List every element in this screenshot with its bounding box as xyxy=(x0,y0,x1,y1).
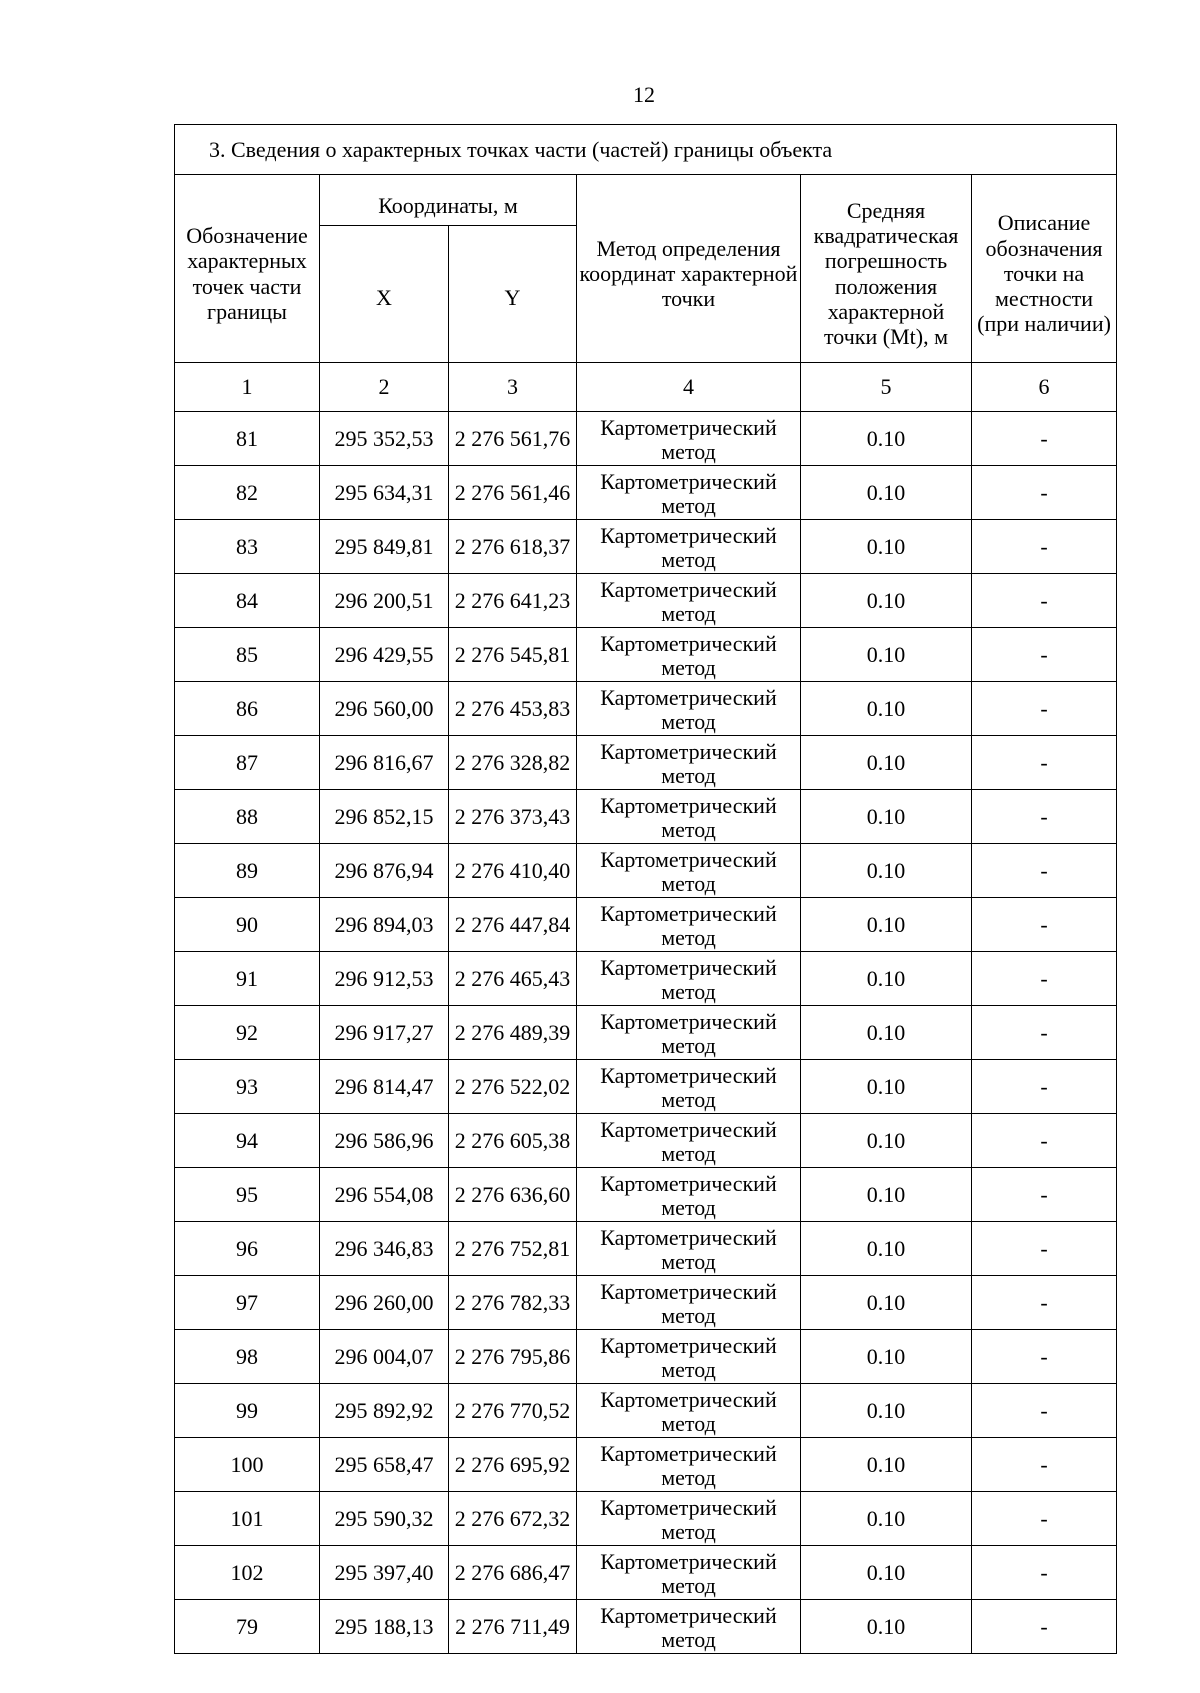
table-row xyxy=(175,466,1117,520)
method-line-2: метод xyxy=(661,1034,716,1058)
point-number: 100 xyxy=(175,1438,320,1492)
coordinate-x: 295 634,31 xyxy=(320,466,449,520)
coordinate-x: 296 429,55 xyxy=(320,628,449,682)
coordinate-x: 295 590,32 xyxy=(320,1492,449,1546)
method-cell xyxy=(577,1384,801,1438)
point-number: 82 xyxy=(175,466,320,520)
coordinate-x: 295 658,47 xyxy=(320,1438,449,1492)
method-line-1: Картометрический xyxy=(600,1442,777,1466)
point-description: - xyxy=(972,1222,1117,1276)
coordinate-x: 296 200,51 xyxy=(320,574,449,628)
table-row xyxy=(175,790,1117,844)
point-number: 84 xyxy=(175,574,320,628)
method-line-1: Картометрический xyxy=(600,794,777,818)
point-description: - xyxy=(972,682,1117,736)
method-line-2: метод xyxy=(661,494,716,518)
point-number: 99 xyxy=(175,1384,320,1438)
header-coordinates: Координаты, м xyxy=(320,175,577,226)
coordinate-x: 295 892,92 xyxy=(320,1384,449,1438)
method-line-2: метод xyxy=(661,1574,716,1598)
coordinate-y: 2 276 752,81 xyxy=(449,1222,577,1276)
coordinate-y: 2 276 695,92 xyxy=(449,1438,577,1492)
method-cell xyxy=(577,844,801,898)
coordinate-y: 2 276 522,02 xyxy=(449,1060,577,1114)
method-line-2: метод xyxy=(661,710,716,734)
error-value: 0.10 xyxy=(801,1114,972,1168)
method-cell xyxy=(577,466,801,520)
point-description: - xyxy=(972,1330,1117,1384)
method-cell xyxy=(577,1438,801,1492)
error-value: 0.10 xyxy=(801,574,972,628)
coordinate-x: 296 852,15 xyxy=(320,790,449,844)
error-value: 0.10 xyxy=(801,412,972,466)
coordinate-x: 296 004,07 xyxy=(320,1330,449,1384)
method-line-1: Картометрический xyxy=(600,1280,777,1304)
point-description: - xyxy=(972,736,1117,790)
method-line-1: Картометрический xyxy=(600,632,777,656)
method-line-1: Картометрический xyxy=(600,1226,777,1250)
point-number: 102 xyxy=(175,1546,320,1600)
column-number: 4 xyxy=(577,363,801,412)
header-row xyxy=(175,175,1117,226)
coordinate-y: 2 276 641,23 xyxy=(449,574,577,628)
section-title: 3. Сведения о характерных точках части (частей) границы объекта xyxy=(175,125,1117,175)
method-line-2: метод xyxy=(661,980,716,1004)
point-number: 89 xyxy=(175,844,320,898)
table-row xyxy=(175,1114,1117,1168)
table-row xyxy=(175,898,1117,952)
table-row xyxy=(175,1330,1117,1384)
method-line-2: метод xyxy=(661,548,716,572)
table-row xyxy=(175,1006,1117,1060)
method-line-1: Картометрический xyxy=(600,1172,777,1196)
point-description: - xyxy=(972,628,1117,682)
coordinate-x: 296 260,00 xyxy=(320,1276,449,1330)
method-line-2: метод xyxy=(661,656,716,680)
point-number: 86 xyxy=(175,682,320,736)
header-x: X xyxy=(320,226,449,363)
point-description: - xyxy=(972,574,1117,628)
method-line-1: Картометрический xyxy=(600,740,777,764)
error-value: 0.10 xyxy=(801,682,972,736)
point-description: - xyxy=(972,898,1117,952)
coordinate-y: 2 276 672,32 xyxy=(449,1492,577,1546)
method-line-2: метод xyxy=(661,818,716,842)
coordinate-y: 2 276 605,38 xyxy=(449,1114,577,1168)
method-line-2: метод xyxy=(661,1358,716,1382)
coordinate-y: 2 276 465,43 xyxy=(449,952,577,1006)
method-line-2: метод xyxy=(661,440,716,464)
point-number: 88 xyxy=(175,790,320,844)
method-cell xyxy=(577,574,801,628)
error-value: 0.10 xyxy=(801,1330,972,1384)
coordinate-x: 295 849,81 xyxy=(320,520,449,574)
point-description: - xyxy=(972,466,1117,520)
point-number: 97 xyxy=(175,1276,320,1330)
point-description: - xyxy=(972,790,1117,844)
coordinate-y: 2 276 618,37 xyxy=(449,520,577,574)
coordinate-x: 295 397,40 xyxy=(320,1546,449,1600)
point-number: 94 xyxy=(175,1114,320,1168)
method-line-1: Картометрический xyxy=(600,1064,777,1088)
coordinate-x: 295 352,53 xyxy=(320,412,449,466)
page-number: 12 xyxy=(633,82,655,107)
error-value: 0.10 xyxy=(801,466,972,520)
point-description: - xyxy=(972,412,1117,466)
point-description: - xyxy=(972,1168,1117,1222)
error-value: 0.10 xyxy=(801,520,972,574)
method-cell xyxy=(577,790,801,844)
table-row xyxy=(175,628,1117,682)
coordinate-x: 296 917,27 xyxy=(320,1006,449,1060)
coordinate-x: 296 560,00 xyxy=(320,682,449,736)
method-line-2: метод xyxy=(661,872,716,896)
table-row xyxy=(175,1438,1117,1492)
table-row xyxy=(175,520,1117,574)
coordinate-y: 2 276 795,86 xyxy=(449,1330,577,1384)
method-cell xyxy=(577,952,801,1006)
point-number: 81 xyxy=(175,412,320,466)
coordinate-x: 296 876,94 xyxy=(320,844,449,898)
method-cell xyxy=(577,1546,801,1600)
error-value: 0.10 xyxy=(801,1600,972,1654)
table-row xyxy=(175,574,1117,628)
coordinate-y: 2 276 453,83 xyxy=(449,682,577,736)
error-value: 0.10 xyxy=(801,844,972,898)
column-number: 6 xyxy=(972,363,1117,412)
method-cell xyxy=(577,1114,801,1168)
point-number: 90 xyxy=(175,898,320,952)
column-number: 2 xyxy=(320,363,449,412)
method-line-2: метод xyxy=(661,1142,716,1166)
coordinate-y: 2 276 410,40 xyxy=(449,844,577,898)
point-description: - xyxy=(972,844,1117,898)
method-line-1: Картометрический xyxy=(600,578,777,602)
coordinate-x: 296 586,96 xyxy=(320,1114,449,1168)
method-line-2: метод xyxy=(661,1088,716,1112)
point-description: - xyxy=(972,952,1117,1006)
method-cell xyxy=(577,520,801,574)
coordinate-x: 296 814,47 xyxy=(320,1060,449,1114)
method-cell xyxy=(577,1276,801,1330)
table-row xyxy=(175,1492,1117,1546)
table-row xyxy=(175,1168,1117,1222)
method-cell xyxy=(577,1168,801,1222)
error-value: 0.10 xyxy=(801,1222,972,1276)
table-row xyxy=(175,1600,1117,1654)
coordinate-x: 296 912,53 xyxy=(320,952,449,1006)
method-line-2: метод xyxy=(661,1412,716,1436)
method-line-1: Картометрический xyxy=(600,686,777,710)
method-line-1: Картометрический xyxy=(600,1388,777,1412)
method-cell xyxy=(577,628,801,682)
point-description: - xyxy=(972,1006,1117,1060)
method-cell xyxy=(577,1492,801,1546)
method-line-1: Картометрический xyxy=(600,956,777,980)
point-number: 83 xyxy=(175,520,320,574)
column-number: 1 xyxy=(175,363,320,412)
table-row xyxy=(175,736,1117,790)
method-cell xyxy=(577,736,801,790)
method-line-1: Картометрический xyxy=(600,1334,777,1358)
method-line-2: метод xyxy=(661,1304,716,1328)
point-description: - xyxy=(972,1492,1117,1546)
coordinate-y: 2 276 686,47 xyxy=(449,1546,577,1600)
coordinate-y: 2 276 328,82 xyxy=(449,736,577,790)
point-number: 79 xyxy=(175,1600,320,1654)
method-line-1: Картометрический xyxy=(600,902,777,926)
method-line-1: Картометрический xyxy=(600,416,777,440)
point-number: 101 xyxy=(175,1492,320,1546)
table-row xyxy=(175,1222,1117,1276)
point-description: - xyxy=(972,1060,1117,1114)
column-numbers-row xyxy=(175,363,1117,412)
coordinate-x: 296 346,83 xyxy=(320,1222,449,1276)
method-line-2: метод xyxy=(661,1196,716,1220)
header-point-designation: Обозначение характерных точек части границы xyxy=(175,175,320,363)
error-value: 0.10 xyxy=(801,628,972,682)
error-value: 0.10 xyxy=(801,736,972,790)
point-description: - xyxy=(972,1384,1117,1438)
method-cell xyxy=(577,1600,801,1654)
table-row xyxy=(175,1384,1117,1438)
method-cell xyxy=(577,1060,801,1114)
method-line-1: Картометрический xyxy=(600,1604,777,1628)
method-line-1: Картометрический xyxy=(600,1496,777,1520)
point-number: 98 xyxy=(175,1330,320,1384)
method-line-2: метод xyxy=(661,1520,716,1544)
table-row xyxy=(175,682,1117,736)
header-method: Метод определения координат характерной точки xyxy=(577,175,801,363)
method-cell xyxy=(577,682,801,736)
coordinate-y: 2 276 782,33 xyxy=(449,1276,577,1330)
point-number: 95 xyxy=(175,1168,320,1222)
error-value: 0.10 xyxy=(801,1276,972,1330)
coordinate-y: 2 276 447,84 xyxy=(449,898,577,952)
error-value: 0.10 xyxy=(801,1546,972,1600)
coordinate-y: 2 276 561,76 xyxy=(449,412,577,466)
method-line-2: метод xyxy=(661,764,716,788)
method-line-1: Картометрический xyxy=(600,524,777,548)
point-description: - xyxy=(972,1276,1117,1330)
point-number: 92 xyxy=(175,1006,320,1060)
method-cell xyxy=(577,412,801,466)
error-value: 0.10 xyxy=(801,1168,972,1222)
header-error: Средняя квадратическая погрешность положения характерной точки (Mt), м xyxy=(801,175,972,363)
point-description: - xyxy=(972,1600,1117,1654)
coordinate-x: 296 816,67 xyxy=(320,736,449,790)
coordinate-x: 296 554,08 xyxy=(320,1168,449,1222)
method-line-2: метод xyxy=(661,1466,716,1490)
point-number: 96 xyxy=(175,1222,320,1276)
column-number: 5 xyxy=(801,363,972,412)
coordinate-y: 2 276 636,60 xyxy=(449,1168,577,1222)
method-line-2: метод xyxy=(661,926,716,950)
table-body xyxy=(175,125,1117,1654)
point-description: - xyxy=(972,1438,1117,1492)
coordinate-y: 2 276 711,49 xyxy=(449,1600,577,1654)
table-row xyxy=(175,412,1117,466)
method-line-2: метод xyxy=(661,1628,716,1652)
point-description: - xyxy=(972,520,1117,574)
point-number: 85 xyxy=(175,628,320,682)
method-line-1: Картометрический xyxy=(600,1118,777,1142)
error-value: 0.10 xyxy=(801,952,972,1006)
point-description: - xyxy=(972,1114,1117,1168)
coordinate-x: 296 894,03 xyxy=(320,898,449,952)
coordinate-x: 295 188,13 xyxy=(320,1600,449,1654)
point-number: 91 xyxy=(175,952,320,1006)
error-value: 0.10 xyxy=(801,790,972,844)
table-row xyxy=(175,1276,1117,1330)
method-line-2: метод xyxy=(661,1250,716,1274)
section-title-row xyxy=(175,125,1117,175)
method-line-2: метод xyxy=(661,602,716,626)
error-value: 0.10 xyxy=(801,898,972,952)
characteristic-points-table xyxy=(174,124,1117,1654)
header-y: Y xyxy=(449,226,577,363)
error-value: 0.10 xyxy=(801,1384,972,1438)
coordinate-y: 2 276 561,46 xyxy=(449,466,577,520)
method-cell xyxy=(577,1330,801,1384)
coordinate-y: 2 276 373,43 xyxy=(449,790,577,844)
table-row xyxy=(175,844,1117,898)
method-line-1: Картометрический xyxy=(600,1550,777,1574)
method-line-1: Картометрический xyxy=(600,848,777,872)
coordinate-y: 2 276 489,39 xyxy=(449,1006,577,1060)
column-number: 3 xyxy=(449,363,577,412)
point-description: - xyxy=(972,1546,1117,1600)
method-line-1: Картометрический xyxy=(600,1010,777,1034)
method-cell xyxy=(577,1006,801,1060)
point-number: 87 xyxy=(175,736,320,790)
error-value: 0.10 xyxy=(801,1492,972,1546)
method-cell xyxy=(577,1222,801,1276)
table-row xyxy=(175,1546,1117,1600)
method-cell xyxy=(577,898,801,952)
table-row xyxy=(175,952,1117,1006)
error-value: 0.10 xyxy=(801,1006,972,1060)
coordinate-y: 2 276 545,81 xyxy=(449,628,577,682)
table-row xyxy=(175,1060,1117,1114)
coordinate-y: 2 276 770,52 xyxy=(449,1384,577,1438)
method-line-1: Картометрический xyxy=(600,470,777,494)
error-value: 0.10 xyxy=(801,1060,972,1114)
point-number: 93 xyxy=(175,1060,320,1114)
header-description: Описание обозначения точки на местности (при наличии) xyxy=(972,175,1117,363)
error-value: 0.10 xyxy=(801,1438,972,1492)
